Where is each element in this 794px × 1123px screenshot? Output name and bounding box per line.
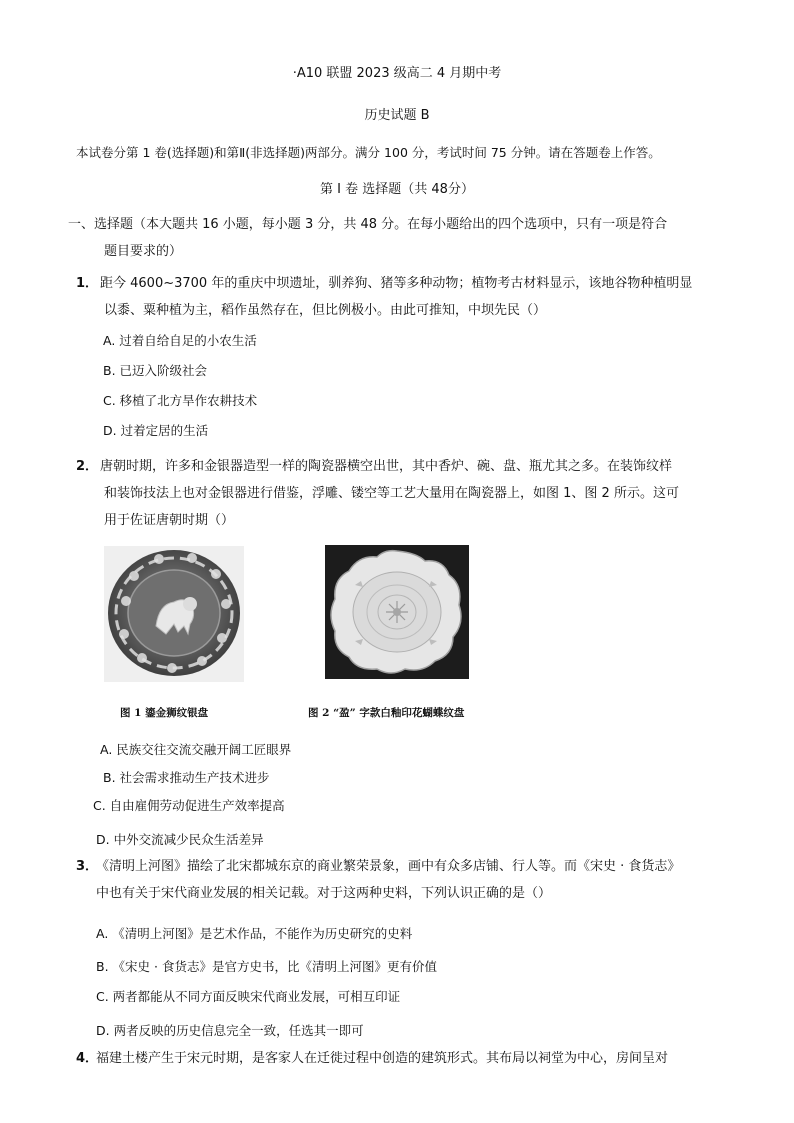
question-1-option-b: B. 已迈入阶级社会 xyxy=(103,363,208,378)
question-2-stem-line-1: 唐朝时期，许多和金银器造型一样的陶瓷器横空出世，其中香炉、碗、盘、瓶尤其之多。在装饰纹样 xyxy=(100,459,673,474)
exam-instructions: 本试卷分第 1 卷(选择题)和第Ⅱ(非选择题)两部分。满分 100 分，考试时间 75 分钟。请在答题卷上作答。 xyxy=(76,145,661,160)
figure-1-silver-plate-image xyxy=(104,546,244,682)
section-heading-line-1: 一、选择题（本大题共 16 小题，每小题 3 分，共 48 分。在每小题给出的四个选项中，只有一项是符合 xyxy=(68,217,668,232)
question-3-option-c: C. 两者都能从不同方面反映宋代商业发展，可相互印证 xyxy=(96,989,401,1004)
question-3-option-b: B. 《宋史 · 食货志》是官方史书，比《清明上河图》更有价值 xyxy=(96,959,437,974)
part-title: 第 I 卷 选择题（共 48分） xyxy=(320,182,474,197)
question-2-option-b: B. 社会需求推动生产技术进步 xyxy=(103,770,270,785)
question-3-option-a: A. 《清明上河图》是艺术作品，不能作为历史研究的史料 xyxy=(96,926,413,941)
section-heading-line-2: 题目要求的） xyxy=(104,244,183,259)
question-3-stem-line-2: 中也有关于宋代商业发展的相关记载。对于这两种史料，下列认识正确的是（） xyxy=(96,886,552,901)
question-3-stem-line-1: 《清明上河图》描绘了北宋都城东京的商业繁荣景象，画中有众多店铺、行人等。而《宋史 · 食货志》 xyxy=(96,859,681,874)
question-2-stem-line-3: 用于佐证唐朝时期（） xyxy=(104,513,235,528)
question-2-option-d: D. 中外交流减少民众生活差异 xyxy=(96,832,264,847)
question-1-option-d: D. 过着定居的生活 xyxy=(103,423,209,438)
figure-2-porcelain-plate-image xyxy=(325,545,469,679)
question-3-option-d: D. 两者反映的历史信息完全一致，任选其一即可 xyxy=(96,1023,364,1038)
question-2-number: 2． xyxy=(76,459,99,474)
question-1-stem-line-2: 以黍、粟种植为主，稻作虽然存在，但比例极小。由此可推知，中坝先民（） xyxy=(104,303,547,318)
exam-title: ·A10 联盟 2023 级高二 4 月期中考 xyxy=(292,66,502,81)
question-4-number: 4． xyxy=(76,1051,99,1066)
question-4-stem-line-1: 福建土楼产生于宋元时期，是客家人在迁徙过程中创造的建筑形式。其布局以祠堂为中心，房间呈对 xyxy=(96,1051,669,1066)
question-2-stem-line-2: 和装饰技法上也对金银器进行借鉴，浮雕、镂空等工艺大量用在陶瓷器上，如图 1、图 2 所示。这可 xyxy=(104,486,679,501)
question-1-option-a: A. 过着自给自足的小农生活 xyxy=(103,333,257,348)
question-1-stem-line-1: 距今 4600~3700 年的重庆中坝遗址，驯养狗、猪等多种动物；植物考古材料显示，该地谷物种植明显 xyxy=(100,276,693,291)
subject-title: 历史试题 B xyxy=(364,108,430,123)
question-2-option-c: C. 自由雇佣劳动促进生产效率提高 xyxy=(93,798,285,813)
figure-1-caption: 图 1 鎏金狮纹银盘 xyxy=(120,707,209,719)
question-1-option-c: C. 移植了北方旱作农耕技术 xyxy=(103,393,258,408)
question-2-option-a: A. 民族交往交流交融开阔工匠眼界 xyxy=(100,742,292,757)
question-3-number: 3． xyxy=(76,859,99,874)
figure-2-caption: 图 2 “盈” 字款白釉印花蝴蝶纹盘 xyxy=(308,707,465,719)
question-1-number: 1． xyxy=(76,276,99,291)
